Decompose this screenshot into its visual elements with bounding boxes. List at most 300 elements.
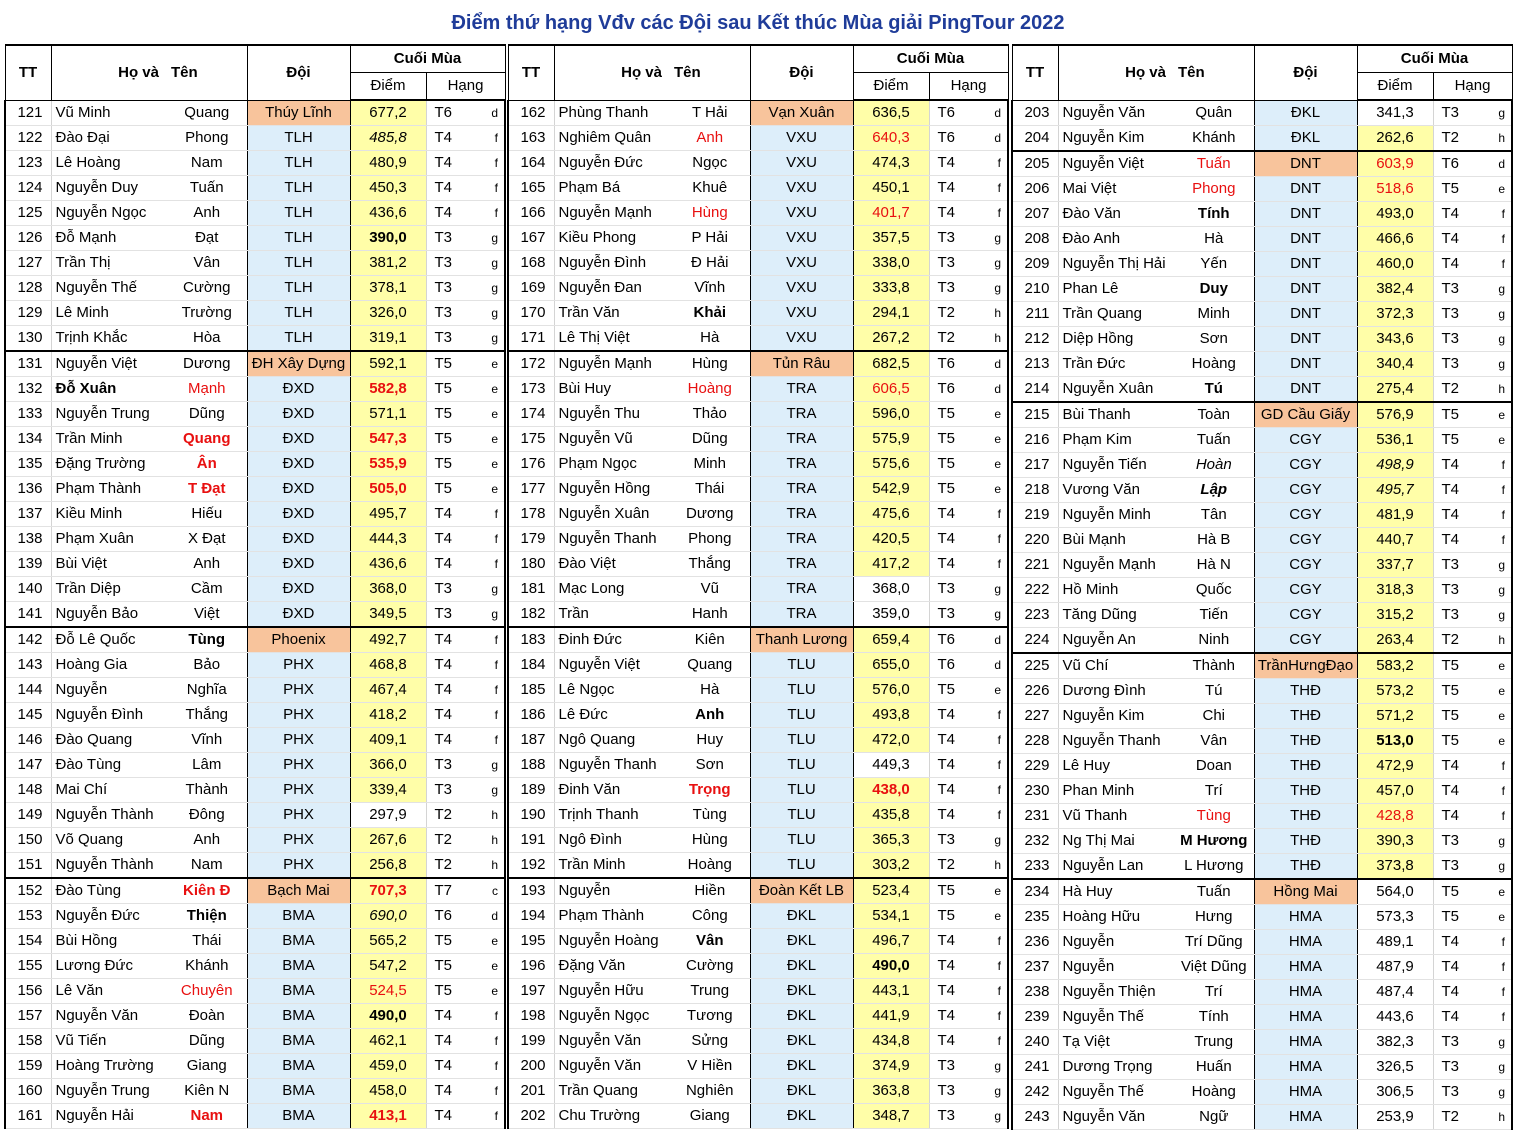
cell-doi[interactable]: BMA [247,1004,350,1029]
cell-tt[interactable]: 197 [508,979,554,1004]
cell-doi[interactable]: Vạn Xuân [750,100,853,126]
cell-doi[interactable]: Thanh Lương [750,627,853,653]
cell-tt[interactable]: 175 [508,427,554,452]
cell-doi[interactable]: GD Cầu Giấy [1254,402,1357,428]
cell-ho-va[interactable]: Tạ Việt [1058,1030,1174,1055]
cell-ho-va[interactable]: Đào Quang [51,728,167,753]
cell-doi[interactable]: CGY [1254,503,1357,528]
cell-hang[interactable]: T2 [929,301,973,326]
cell-diem[interactable]: 390,3 [1357,829,1433,854]
cell-class-letter[interactable]: f [470,201,505,226]
cell-class-letter[interactable]: e [470,954,505,979]
cell-ten[interactable]: Cường [167,276,247,301]
cell-tt[interactable]: 126 [5,226,51,251]
cell-hang[interactable]: T5 [1433,428,1477,453]
cell-class-letter[interactable]: e [470,427,505,452]
cell-diem[interactable]: 523,4 [853,878,929,904]
cell-doi[interactable]: HMA [1254,905,1357,930]
cell-ten[interactable]: Nghiên [670,1079,750,1104]
cell-hang[interactable]: T3 [1433,578,1477,603]
cell-tt[interactable]: 131 [5,351,51,377]
cell-tt[interactable]: 203 [1012,100,1058,126]
cell-hang[interactable]: T4 [1433,804,1477,829]
cell-diem[interactable]: 318,3 [1357,578,1433,603]
cell-class-letter[interactable]: g [470,251,505,276]
cell-diem[interactable]: 474,3 [853,151,929,176]
cell-class-letter[interactable]: g [1477,302,1512,327]
cell-tt[interactable]: 221 [1012,553,1058,578]
cell-diem[interactable]: 413,1 [350,1104,426,1129]
cell-doi[interactable]: BMA [247,1079,350,1104]
cell-tt[interactable]: 237 [1012,955,1058,980]
cell-tt[interactable]: 224 [1012,628,1058,654]
cell-diem[interactable]: 490,0 [350,1004,426,1029]
cell-tt[interactable]: 214 [1012,377,1058,403]
cell-ten[interactable]: Phong [1174,177,1254,202]
cell-ho-va[interactable]: Đỗ Xuân [51,377,167,402]
cell-ho-va[interactable]: Chu Trường [554,1104,670,1129]
cell-ten[interactable]: Tuấn [1174,879,1254,905]
cell-hang[interactable]: T2 [426,828,470,853]
cell-doi[interactable]: CGY [1254,628,1357,654]
cell-doi[interactable]: Đoàn Kết LB [750,878,853,904]
cell-class-letter[interactable]: g [470,326,505,352]
cell-ho-va[interactable]: Phạm Thành [51,477,167,502]
cell-tt[interactable]: 204 [1012,126,1058,152]
cell-class-letter[interactable]: f [470,653,505,678]
cell-hang[interactable]: T6 [426,100,470,126]
cell-class-letter[interactable]: d [1477,151,1512,177]
cell-diem[interactable]: 582,8 [350,377,426,402]
cell-ho-va[interactable]: Đinh Đức [554,627,670,653]
cell-hang[interactable]: T3 [426,577,470,602]
cell-diem[interactable]: 444,3 [350,527,426,552]
cell-doi[interactable]: CGY [1254,603,1357,628]
cell-tt[interactable]: 218 [1012,478,1058,503]
cell-diem[interactable]: 382,3 [1357,1030,1433,1055]
cell-diem[interactable]: 420,5 [853,527,929,552]
cell-ten[interactable]: Quang [167,100,247,126]
cell-hang[interactable]: T4 [929,929,973,954]
cell-hang[interactable]: T4 [426,176,470,201]
cell-doi[interactable]: VXU [750,176,853,201]
cell-class-letter[interactable]: g [470,753,505,778]
cell-doi[interactable]: TLH [247,226,350,251]
cell-tt[interactable]: 130 [5,326,51,352]
cell-tt[interactable]: 189 [508,778,554,803]
cell-doi[interactable]: ĐXD [247,527,350,552]
cell-ten[interactable]: Đạt [167,226,247,251]
cell-ten[interactable]: Quang [670,653,750,678]
cell-diem[interactable]: 450,3 [350,176,426,201]
cell-ho-va[interactable]: Trần [554,602,670,628]
cell-diem[interactable]: 481,9 [1357,503,1433,528]
cell-ho-va[interactable]: Lê Thị Việt [554,326,670,352]
cell-tt[interactable]: 208 [1012,227,1058,252]
cell-ten[interactable]: Hoàng [670,377,750,402]
cell-class-letter[interactable]: h [1477,126,1512,152]
cell-ten[interactable]: Thái [167,929,247,954]
cell-class-letter[interactable]: g [973,276,1008,301]
cell-class-letter[interactable]: f [470,1104,505,1129]
cell-class-letter[interactable]: f [1477,930,1512,955]
cell-class-letter[interactable]: d [973,377,1008,402]
cell-ho-va[interactable]: Nguyễn Trung [51,1079,167,1104]
cell-ho-va[interactable]: Đặng Trường [51,452,167,477]
cell-hang[interactable]: T4 [426,678,470,703]
cell-class-letter[interactable]: h [470,828,505,853]
cell-tt[interactable]: 191 [508,828,554,853]
cell-doi[interactable]: THĐ [1254,754,1357,779]
cell-tt[interactable]: 211 [1012,302,1058,327]
cell-ten[interactable]: Kiên Đ [167,878,247,904]
cell-doi[interactable]: PHX [247,828,350,853]
cell-doi[interactable]: TRA [750,552,853,577]
cell-doi[interactable]: VXU [750,276,853,301]
cell-tt[interactable]: 239 [1012,1005,1058,1030]
cell-tt[interactable]: 135 [5,452,51,477]
cell-tt[interactable]: 129 [5,301,51,326]
cell-diem[interactable]: 450,1 [853,176,929,201]
cell-class-letter[interactable]: g [1477,578,1512,603]
cell-ho-va[interactable]: Nguyễn Duy [51,176,167,201]
cell-class-letter[interactable]: e [470,377,505,402]
cell-ten[interactable]: Tuấn [167,176,247,201]
cell-ten[interactable]: Tuấn [1174,151,1254,177]
cell-diem[interactable]: 490,0 [853,954,929,979]
cell-doi[interactable]: VXU [750,326,853,352]
cell-ho-va[interactable]: Trần Văn [554,301,670,326]
cell-doi[interactable]: ĐXD [247,502,350,527]
cell-ten[interactable]: M Hương [1174,829,1254,854]
cell-class-letter[interactable]: f [1477,227,1512,252]
cell-doi[interactable]: THĐ [1254,679,1357,704]
cell-ten[interactable]: Quân [1174,100,1254,126]
cell-tt[interactable]: 206 [1012,177,1058,202]
cell-ho-va[interactable]: Nguyễn Văn [554,1054,670,1079]
cell-class-letter[interactable]: f [470,151,505,176]
cell-class-letter[interactable]: d [470,904,505,929]
cell-hang[interactable]: T7 [426,878,470,904]
cell-hang[interactable]: T2 [1433,628,1477,654]
cell-ho-va[interactable]: Nguyễn An [1058,628,1174,654]
cell-class-letter[interactable]: e [973,402,1008,427]
cell-hang[interactable]: T4 [426,201,470,226]
cell-ten[interactable]: Chuyên [167,979,247,1004]
cell-ho-va[interactable]: Nguyễn [554,878,670,904]
cell-hang[interactable]: T4 [929,954,973,979]
cell-doi[interactable]: TrầnHưngĐạo [1254,653,1357,679]
cell-diem[interactable]: 401,7 [853,201,929,226]
cell-diem[interactable]: 368,0 [350,577,426,602]
cell-ten[interactable]: Yến [1174,252,1254,277]
cell-tt[interactable]: 236 [1012,930,1058,955]
cell-diem[interactable]: 434,8 [853,1029,929,1054]
cell-ho-va[interactable]: Nguyễn [51,678,167,703]
cell-doi[interactable]: TRA [750,602,853,628]
cell-doi[interactable]: Phoenix [247,627,350,653]
cell-ten[interactable]: Hoàng [1174,1080,1254,1105]
cell-doi[interactable]: VXU [750,126,853,151]
cell-class-letter[interactable]: e [1477,679,1512,704]
cell-hang[interactable]: T5 [426,979,470,1004]
cell-doi[interactable]: TLH [247,251,350,276]
cell-hang[interactable]: T2 [929,326,973,352]
cell-ten[interactable]: Dũng [167,402,247,427]
cell-doi[interactable]: VXU [750,201,853,226]
cell-doi[interactable]: TLU [750,753,853,778]
cell-hang[interactable]: T4 [426,1029,470,1054]
cell-ho-va[interactable]: Hà Huy [1058,879,1174,905]
cell-diem[interactable]: 294,1 [853,301,929,326]
cell-ho-va[interactable]: Phạm Ngọc [554,452,670,477]
cell-diem[interactable]: 505,0 [350,477,426,502]
cell-doi[interactable]: BMA [247,904,350,929]
cell-hang[interactable]: T4 [1433,478,1477,503]
cell-class-letter[interactable]: g [1477,327,1512,352]
cell-ten[interactable]: Ninh [1174,628,1254,654]
cell-tt[interactable]: 192 [508,853,554,879]
cell-doi[interactable]: ĐXD [247,477,350,502]
cell-hang[interactable]: T4 [1433,980,1477,1005]
cell-hang[interactable]: T5 [1433,679,1477,704]
cell-doi[interactable]: TLU [750,678,853,703]
cell-ho-va[interactable]: Nguyễn Đức [554,151,670,176]
cell-class-letter[interactable]: h [1477,1105,1512,1130]
cell-ten[interactable]: Phong [167,126,247,151]
cell-tt[interactable]: 152 [5,878,51,904]
cell-diem[interactable]: 542,9 [853,477,929,502]
cell-diem[interactable]: 435,8 [853,803,929,828]
cell-doi[interactable]: HMA [1254,955,1357,980]
cell-hang[interactable]: T4 [426,527,470,552]
cell-doi[interactable]: BMA [247,979,350,1004]
cell-hang[interactable]: T4 [426,653,470,678]
cell-class-letter[interactable]: e [470,929,505,954]
cell-hang[interactable]: T3 [426,276,470,301]
cell-ho-va[interactable]: Nghiêm Quân [554,126,670,151]
cell-doi[interactable]: PHX [247,678,350,703]
cell-ten[interactable]: Tuấn [1174,428,1254,453]
cell-tt[interactable]: 148 [5,778,51,803]
cell-hang[interactable]: T4 [426,502,470,527]
cell-ten[interactable]: Hưng [1174,905,1254,930]
cell-hang[interactable]: T6 [929,377,973,402]
cell-ho-va[interactable]: Nguyễn [1058,930,1174,955]
cell-ho-va[interactable]: Nguyễn Kim [1058,126,1174,152]
cell-class-letter[interactable]: f [470,728,505,753]
cell-ten[interactable]: Bảo [167,653,247,678]
cell-class-letter[interactable]: h [470,803,505,828]
cell-hang[interactable]: T3 [929,251,973,276]
cell-hang[interactable]: T4 [426,151,470,176]
cell-ho-va[interactable]: Lê Huy [1058,754,1174,779]
cell-tt[interactable]: 137 [5,502,51,527]
cell-class-letter[interactable]: g [973,577,1008,602]
cell-doi[interactable]: HMA [1254,1105,1357,1130]
cell-ho-va[interactable]: Đào Anh [1058,227,1174,252]
cell-hang[interactable]: T4 [1433,453,1477,478]
cell-class-letter[interactable]: f [1477,804,1512,829]
cell-diem[interactable]: 496,7 [853,929,929,954]
cell-ho-va[interactable]: Nguyễn Thanh [554,753,670,778]
cell-diem[interactable]: 368,0 [853,577,929,602]
cell-ho-va[interactable]: Trần Thị [51,251,167,276]
cell-class-letter[interactable]: e [470,452,505,477]
cell-class-letter[interactable]: f [973,527,1008,552]
cell-class-letter[interactable]: e [470,402,505,427]
cell-class-letter[interactable]: g [1477,1030,1512,1055]
cell-class-letter[interactable]: f [1477,202,1512,227]
cell-tt[interactable]: 217 [1012,453,1058,478]
cell-diem[interactable]: 365,3 [853,828,929,853]
cell-diem[interactable]: 340,4 [1357,352,1433,377]
cell-doi[interactable]: CGY [1254,453,1357,478]
cell-diem[interactable]: 343,6 [1357,327,1433,352]
cell-hang[interactable]: T3 [1433,553,1477,578]
cell-ho-va[interactable]: Phùng Thanh [554,100,670,126]
cell-tt[interactable]: 213 [1012,352,1058,377]
cell-class-letter[interactable]: e [470,477,505,502]
cell-doi[interactable]: PHX [247,803,350,828]
cell-doi[interactable]: DNT [1254,252,1357,277]
cell-hang[interactable]: T4 [1433,252,1477,277]
cell-diem[interactable]: 372,3 [1357,302,1433,327]
cell-tt[interactable]: 173 [508,377,554,402]
cell-hang[interactable]: T2 [426,853,470,879]
cell-ho-va[interactable]: Nguyễn Mạnh [1058,553,1174,578]
cell-class-letter[interactable]: f [973,954,1008,979]
cell-ten[interactable]: Thắng [167,703,247,728]
cell-doi[interactable]: PHX [247,753,350,778]
cell-ten[interactable]: Vân [670,929,750,954]
cell-diem[interactable]: 576,9 [1357,402,1433,428]
cell-ten[interactable]: Trí Dũng [1174,930,1254,955]
cell-class-letter[interactable]: f [973,929,1008,954]
cell-diem[interactable]: 518,6 [1357,177,1433,202]
cell-ho-va[interactable]: Nguyễn Hồng [554,477,670,502]
cell-class-letter[interactable]: d [973,653,1008,678]
cell-class-letter[interactable]: d [973,627,1008,653]
cell-tt[interactable]: 164 [508,151,554,176]
cell-tt[interactable]: 167 [508,226,554,251]
cell-diem[interactable]: 547,3 [350,427,426,452]
cell-ten[interactable]: P Hải [670,226,750,251]
cell-tt[interactable]: 210 [1012,277,1058,302]
cell-class-letter[interactable]: e [973,878,1008,904]
cell-doi[interactable]: CGY [1254,428,1357,453]
cell-tt[interactable]: 158 [5,1029,51,1054]
cell-diem[interactable]: 690,0 [350,904,426,929]
cell-diem[interactable]: 315,2 [1357,603,1433,628]
cell-hang[interactable]: T4 [426,1054,470,1079]
cell-diem[interactable]: 256,8 [350,853,426,879]
cell-tt[interactable]: 133 [5,402,51,427]
cell-diem[interactable]: 682,5 [853,351,929,377]
cell-doi[interactable]: Tủn Râu [750,351,853,377]
cell-ho-va[interactable]: Trịnh Khắc [51,326,167,352]
cell-ho-va[interactable]: Kiều Minh [51,502,167,527]
cell-ho-va[interactable]: Nguyễn Trung [51,402,167,427]
cell-tt[interactable]: 186 [508,703,554,728]
cell-class-letter[interactable]: g [1477,277,1512,302]
cell-hang[interactable]: T3 [929,1079,973,1104]
cell-diem[interactable]: 487,9 [1357,955,1433,980]
cell-diem[interactable]: 390,0 [350,226,426,251]
cell-ho-va[interactable]: Nguyễn Đức [51,904,167,929]
cell-class-letter[interactable]: f [470,1004,505,1029]
cell-doi[interactable]: DNT [1254,302,1357,327]
cell-ho-va[interactable]: Hoàng Hữu [1058,905,1174,930]
cell-tt[interactable]: 165 [508,176,554,201]
cell-tt[interactable]: 182 [508,602,554,628]
cell-hang[interactable]: T5 [1433,879,1477,905]
cell-diem[interactable]: 636,5 [853,100,929,126]
cell-ten[interactable]: Quang [167,427,247,452]
cell-ho-va[interactable]: Nguyễn Việt [51,351,167,377]
cell-diem[interactable]: 596,0 [853,402,929,427]
cell-ten[interactable]: Kiên [670,627,750,653]
cell-ten[interactable]: Ân [167,452,247,477]
cell-ho-va[interactable]: Nguyễn Văn [1058,100,1174,126]
cell-class-letter[interactable]: f [973,176,1008,201]
cell-ten[interactable]: Lập [1174,478,1254,503]
cell-doi[interactable]: CGY [1254,553,1357,578]
cell-hang[interactable]: T3 [929,1104,973,1129]
cell-class-letter[interactable]: g [973,828,1008,853]
cell-ten[interactable]: Khải [670,301,750,326]
cell-ho-va[interactable]: Nguyễn Mạnh [554,351,670,377]
cell-hang[interactable]: T5 [929,402,973,427]
cell-ho-va[interactable]: Bùi Hồng [51,929,167,954]
cell-ten[interactable]: T Đạt [167,477,247,502]
cell-diem[interactable]: 348,7 [853,1104,929,1129]
cell-ten[interactable]: Huấn [1174,1055,1254,1080]
cell-ten[interactable]: X Đạt [167,527,247,552]
cell-ten[interactable]: Ngọc [670,151,750,176]
cell-tt[interactable]: 168 [508,251,554,276]
cell-hang[interactable]: T4 [1433,503,1477,528]
cell-ten[interactable]: Minh [1174,302,1254,327]
cell-tt[interactable]: 223 [1012,603,1058,628]
cell-diem[interactable]: 493,0 [1357,202,1433,227]
cell-doi[interactable]: TLH [247,176,350,201]
cell-class-letter[interactable]: h [470,853,505,879]
cell-ho-va[interactable]: Nguyễn Mạnh [554,201,670,226]
cell-diem[interactable]: 458,0 [350,1079,426,1104]
cell-tt[interactable]: 159 [5,1054,51,1079]
cell-doi[interactable]: TRA [750,477,853,502]
cell-class-letter[interactable]: f [470,527,505,552]
cell-ten[interactable]: V Hiền [670,1054,750,1079]
cell-class-letter[interactable]: g [1477,829,1512,854]
cell-ten[interactable]: Ngữ [1174,1105,1254,1130]
cell-diem[interactable]: 349,5 [350,602,426,628]
cell-diem[interactable]: 267,6 [350,828,426,853]
cell-hang[interactable]: T4 [426,1104,470,1129]
cell-diem[interactable]: 492,7 [350,627,426,653]
cell-ho-va[interactable]: Đào Văn [1058,202,1174,227]
cell-ten[interactable]: Hoàn [1174,453,1254,478]
cell-hang[interactable]: T5 [929,477,973,502]
cell-tt[interactable]: 228 [1012,729,1058,754]
cell-class-letter[interactable]: e [973,452,1008,477]
cell-class-letter[interactable]: h [1477,377,1512,403]
cell-hang[interactable]: T4 [1433,754,1477,779]
cell-hang[interactable]: T5 [426,929,470,954]
cell-tt[interactable]: 178 [508,502,554,527]
cell-ho-va[interactable]: Nguyễn Hải [51,1104,167,1129]
